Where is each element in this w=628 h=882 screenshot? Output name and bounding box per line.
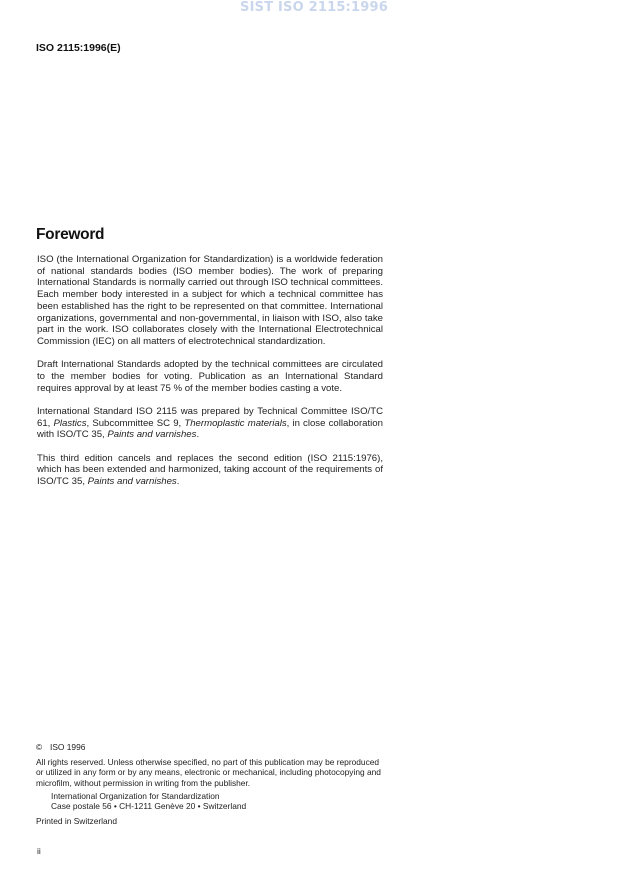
text-segment: . — [196, 429, 200, 441]
copyright-line — [36, 742, 386, 752]
publisher-address — [36, 791, 386, 811]
copyright-block — [36, 742, 386, 826]
page-number: ii — [37, 846, 41, 856]
text-segment: International Standard ISO 2115 was prepared by Technical Committee ISO/TC 61, — [37, 405, 383, 429]
committee-name-plastics: Plastics — [53, 417, 87, 429]
watermark: SIST ISO 2115:1996 — [240, 0, 388, 15]
foreword-heading: Foreword — [36, 226, 105, 243]
text-segment: , Subcommittee SC 9, — [86, 417, 185, 429]
document-id: ISO 2115:1996(E) — [36, 42, 121, 54]
text-segment: . — [176, 476, 180, 488]
printed-in: Printed in Switzerland — [36, 816, 117, 827]
paragraph-voting: Draft International Standards adopted by the technical committees are circulated to the member bodies for voting. Publication as an International Standard requires approval by at least 75 % of the member bodies casting a vote. — [37, 359, 383, 394]
publisher-name: International Organization for Standardization — [51, 790, 220, 801]
text-segment: , in close collaboration with ISO/TC 35, — [37, 417, 383, 441]
publisher-postal: Case postale 56 • CH-1211 Genève 20 • Switzerland — [51, 801, 247, 812]
foreword-body — [37, 254, 383, 499]
text-segment: This third edition cancels and replaces the second edition (ISO 2115:1976), which has been extended and harmonized, taking account of the requirements of ISO/TC 35, — [37, 452, 383, 488]
committee-name-paints: Paints and varnishes — [107, 429, 197, 441]
copyright-icon: © — [36, 742, 43, 752]
paragraph-edition — [37, 453, 383, 488]
copyright-year: ISO 1996 — [50, 742, 86, 752]
paragraph-organization: ISO (the International Organization for Standardization) is a worldwide federation of national standards bodies (ISO member bodies). The work of preparing International Standards is normally carried out through ISO technical committees. Each member body interested in a subject for which a technical committee has been established has the right to be represented on that committee. International organizations, governmental and non-governmental, in liaison with ISO, also take part in the work. ISO collaborates closely with the International Electrotechnical Commission (IEC) on all matters of electrotechnical standardization. — [37, 254, 383, 347]
rights-notice: All rights reserved. Unless otherwise specified, no part of this publication may be reproduced or utilized in any form or by any means, electronic or mechanical, including photocopying and microfilm, without permission in writing from the publisher. — [36, 757, 381, 788]
paragraph-preparation — [37, 406, 383, 441]
committee-name-paints: Paints and varnishes — [87, 476, 177, 488]
subcommittee-name: Thermoplastic materials — [184, 417, 287, 429]
